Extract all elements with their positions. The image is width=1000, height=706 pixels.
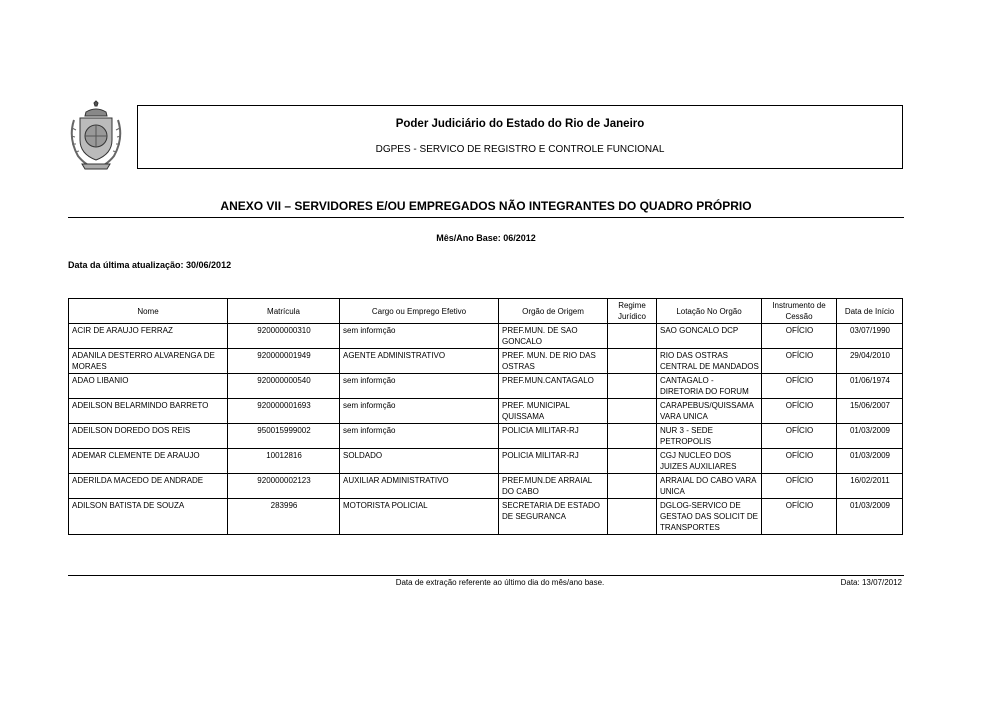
cell-inicio: 01/03/2009 — [837, 499, 903, 535]
cell-cargo: sem informção — [340, 424, 499, 449]
cell-cargo: sem informção — [340, 324, 499, 349]
cell-orgao: SECRETARIA DE ESTADO DE SEGURANCA — [499, 499, 608, 535]
cell-lotacao: DGLOG-SERVICO DE GESTAO DAS SOLICIT DE TRANSPORTES — [657, 499, 762, 535]
cell-orgao: PREF. MUN. DE RIO DAS OSTRAS — [499, 349, 608, 374]
cell-instrumento: OFÍCIO — [762, 499, 837, 535]
cell-orgao: PREF.MUN. DE SAO GONCALO — [499, 324, 608, 349]
cell-regime — [608, 424, 657, 449]
table-row — [69, 424, 903, 449]
table-header-row — [69, 299, 903, 324]
org-name: Poder Judiciário do Estado do Rio de Janeiro — [395, 118, 645, 130]
col-header-lotacao: Lotação No Orgão — [657, 299, 762, 324]
cell-regime — [608, 474, 657, 499]
cell-lotacao: ARRAIAL DO CABO VARA UNICA — [657, 474, 762, 499]
annex-title: ANEXO VII – SERVIDORES E/OU EMPREGADOS NÃO INTEGRANTES DO QUADRO PRÓPRIO — [220, 199, 752, 213]
col-header-instrumento: Instrumento de Cessão — [762, 299, 837, 324]
staff-table — [68, 298, 903, 535]
table-row — [69, 449, 903, 474]
cell-matricula: 920000002123 — [228, 474, 340, 499]
footer-divider — [68, 575, 904, 576]
cell-lotacao: NUR 3 - SEDE PETROPOLIS — [657, 424, 762, 449]
col-header-nome: Nome — [69, 299, 228, 324]
cell-cargo: AGENTE ADMINISTRATIVO — [340, 349, 499, 374]
cell-regime — [608, 499, 657, 535]
table-row — [69, 474, 903, 499]
cell-lotacao: RIO DAS OSTRAS CENTRAL DE MANDADOS — [657, 349, 762, 374]
cell-inicio: 15/06/2007 — [837, 399, 903, 424]
col-header-regime: Regime Jurídico — [608, 299, 657, 324]
cell-nome: ADERILDA MACEDO DE ANDRADE — [69, 474, 228, 499]
cell-nome: ADANILA DESTERRO ALVARENGA DE MORAES — [69, 349, 228, 374]
cell-regime — [608, 324, 657, 349]
cell-inicio: 01/06/1974 — [837, 374, 903, 399]
table-row — [69, 324, 903, 349]
cell-lotacao: CARAPEBUS/QUISSAMA VARA UNICA — [657, 399, 762, 424]
cell-inicio: 01/03/2009 — [837, 449, 903, 474]
col-header-inicio: Data de Início — [837, 299, 903, 324]
table-row — [69, 499, 903, 535]
cell-matricula: 283996 — [228, 499, 340, 535]
table-row — [69, 374, 903, 399]
cell-orgao: PREF.MUN.CANTAGALO — [499, 374, 608, 399]
cell-cargo: AUXILIAR ADMINISTRATIVO — [340, 474, 499, 499]
cell-matricula: 950015999002 — [228, 424, 340, 449]
cell-nome: ADAO LIBANIO — [69, 374, 228, 399]
last-update: Data da última atualização: 30/06/2012 — [68, 260, 232, 270]
cell-matricula: 920000000310 — [228, 324, 340, 349]
cell-instrumento: OFÍCIO — [762, 474, 837, 499]
dept-name: DGPES - SERVICO DE REGISTRO E CONTROLE FUNCIONAL — [375, 144, 665, 155]
cell-nome: ADEILSON DOREDO DOS REIS — [69, 424, 228, 449]
cell-cargo: sem informção — [340, 399, 499, 424]
cell-matricula: 920000001949 — [228, 349, 340, 374]
cell-regime — [608, 399, 657, 424]
cell-instrumento: OFÍCIO — [762, 349, 837, 374]
cell-inicio: 16/02/2011 — [837, 474, 903, 499]
cell-regime — [608, 374, 657, 399]
cell-nome: ADILSON BATISTA DE SOUZA — [69, 499, 228, 535]
cell-regime — [608, 449, 657, 474]
cell-inicio: 03/07/1990 — [837, 324, 903, 349]
col-header-orgao: Orgão de Origem — [499, 299, 608, 324]
cell-inicio: 01/03/2009 — [837, 424, 903, 449]
cell-instrumento: OFÍCIO — [762, 399, 837, 424]
cell-lotacao: SAO GONCALO DCP — [657, 324, 762, 349]
cell-instrumento: OFÍCIO — [762, 374, 837, 399]
cell-instrumento: OFÍCIO — [762, 449, 837, 474]
title-divider — [68, 217, 904, 218]
base-period: Mês/Ano Base: 06/2012 — [436, 233, 536, 243]
cell-nome: ADEMAR CLEMENTE DE ARAUJO — [69, 449, 228, 474]
cell-matricula: 920000001693 — [228, 399, 340, 424]
institution-header-box — [137, 105, 903, 169]
cell-instrumento: OFÍCIO — [762, 324, 837, 349]
cell-cargo: MOTORISTA POLICIAL — [340, 499, 499, 535]
coat-of-arms-icon — [66, 100, 126, 172]
cell-cargo: SOLDADO — [340, 449, 499, 474]
cell-matricula: 10012816 — [228, 449, 340, 474]
extract-date: Data: 13/07/2012 — [840, 578, 902, 587]
footer-note: Data de extração referente ao último dia do mês/ano base. — [395, 578, 605, 587]
table-row — [69, 399, 903, 424]
table-row — [69, 349, 903, 374]
cell-inicio: 29/04/2010 — [837, 349, 903, 374]
col-header-cargo: Cargo ou Emprego Efetivo — [340, 299, 499, 324]
col-header-matricula: Matrícula — [228, 299, 340, 324]
cell-nome: ADEILSON BELARMINDO BARRETO — [69, 399, 228, 424]
cell-regime — [608, 349, 657, 374]
cell-matricula: 920000000540 — [228, 374, 340, 399]
cell-orgao: POLICIA MILITAR-RJ — [499, 449, 608, 474]
cell-orgao: PREF.MUN.DE ARRAIAL DO CABO — [499, 474, 608, 499]
cell-orgao: POLICIA MILITAR-RJ — [499, 424, 608, 449]
cell-lotacao: CGJ NUCLEO DOS JUIZES AUXILIARES — [657, 449, 762, 474]
cell-lotacao: CANTAGALO - DIRETORIA DO FORUM — [657, 374, 762, 399]
cell-instrumento: OFÍCIO — [762, 424, 837, 449]
cell-nome: ACIR DE ARAUJO FERRAZ — [69, 324, 228, 349]
cell-cargo: sem informção — [340, 374, 499, 399]
cell-orgao: PREF. MUNICIPAL QUISSAMA — [499, 399, 608, 424]
